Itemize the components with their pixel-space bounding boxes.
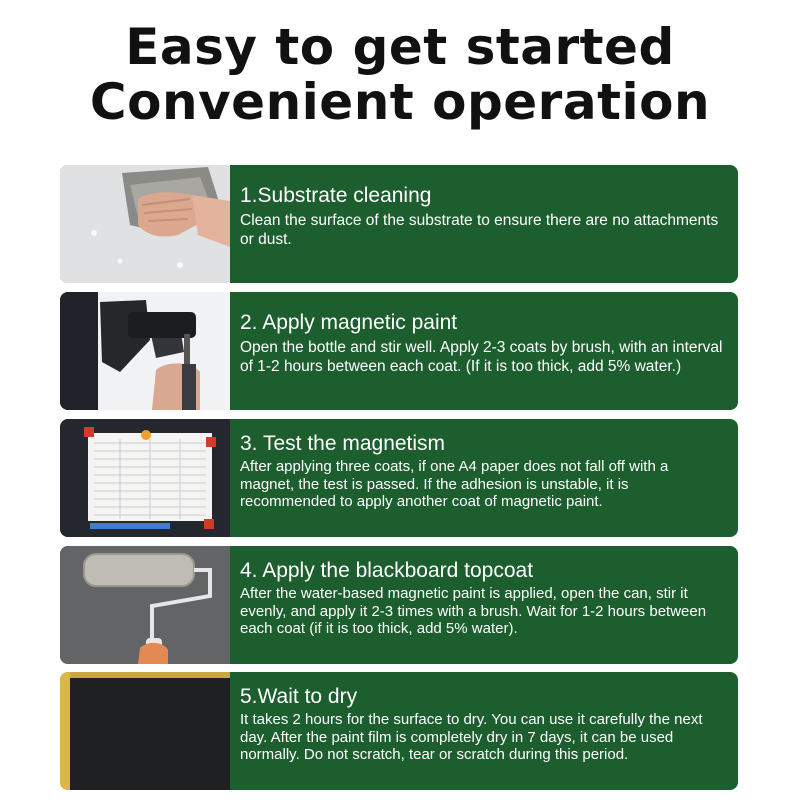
title-line-1: Easy to get started bbox=[125, 18, 675, 76]
step-1-card bbox=[60, 165, 738, 283]
page-title bbox=[0, 20, 800, 130]
step-1-description: Clean the surface of the substrate to ensure there are no attachments or dust. bbox=[240, 212, 719, 248]
step-4-description: After the water-based magnetic paint is applied, open the can, stir it evenly, and apply it 2-3 times with a brush. Wait for 1-2 hours between each coat (if it is too thick, add 5% water). bbox=[240, 585, 707, 637]
step-5-description: It takes 2 hours for the surface to dry. You can use it carefully the next day. After the paint film is completely dry in 7 days, it can be used normally. Do not scratch, tear or scratch during this period. bbox=[240, 711, 703, 763]
step-2-card bbox=[60, 292, 738, 410]
step-5-title: 5.Wait to dry bbox=[240, 685, 358, 708]
step-1-title: 1.Substrate cleaning bbox=[240, 184, 432, 207]
title-line-2: Convenient operation bbox=[89, 73, 711, 131]
step-2-title: 2. Apply magnetic paint bbox=[240, 311, 458, 334]
step-3-photo-paper-test bbox=[60, 419, 230, 537]
step-4-title: 4. Apply the blackboard topcoat bbox=[240, 559, 534, 582]
step-4-card bbox=[60, 546, 738, 664]
step-5-card bbox=[60, 672, 738, 790]
step-2-photo-roller bbox=[60, 292, 230, 410]
step-3-card bbox=[60, 419, 738, 537]
step-5-photo-blackboard bbox=[60, 672, 230, 790]
step-4-photo-topcoat-roller bbox=[60, 546, 230, 664]
step-1-photo-cleaning bbox=[60, 165, 230, 283]
step-3-title: 3. Test the magnetism bbox=[240, 432, 446, 455]
step-2-description: Open the bottle and stir well. Apply 2-3 coats by brush, with an interval of 1-2 hours between each coat. (If it is too thick, add 5% water.) bbox=[240, 339, 723, 375]
step-3-description: After applying three coats, if one A4 paper does not fall off with a magnet, the test is passed. If the adhesion is unstable, it is recommended to apply another coat of magnetic paint. bbox=[240, 458, 669, 510]
